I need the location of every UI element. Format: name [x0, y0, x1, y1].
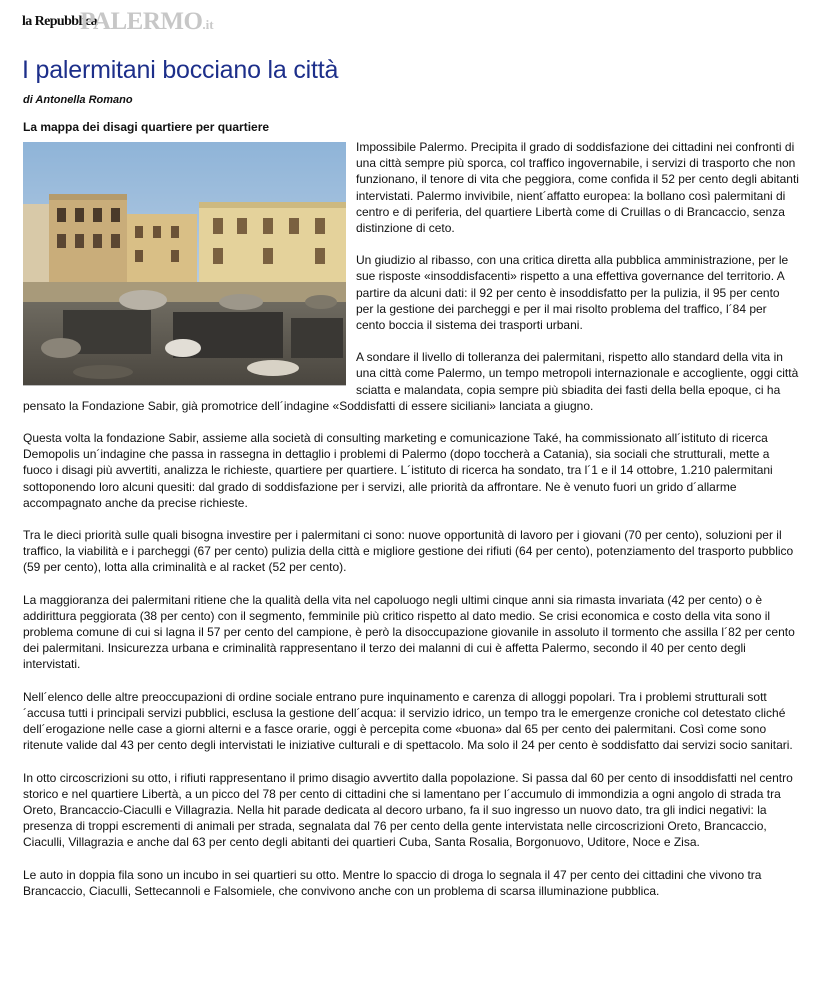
- article-paragraph: Nell´elenco delle altre preoccupazioni di ordine sociale entrano pure inquinamento e carenza di alloggi popolari. Tra i problemi strutturali sott´accusa tutti i principali servizi pubblici, esclusa la gestione dell´acqua: il servizio idrico, un tempo tra le emergenze croniche col detestato cliché dell´erogazione nelle case a giorni alterni e a fasce orarie, oggi è percepita come «buona» dal 65 per cento dei palermitani. Così come sono ritenute valide dal 43 per cento degli intervistati le iniziative culturali e di spettacolo. Ma solo il 24 per cento è soddisfatto dai servizi socio sanitari.: [23, 689, 793, 753]
- article-byline: di Antonella Romano: [23, 94, 133, 106]
- article-paragraph: A sondare il livello di tolleranza dei palermitani, rispetto allo standard della vita in una città come Palermo, un tempo metropoli internazionale e accogliente, oggi città sciatta e malandata, copia sempre più sbiadita dei fasti della bella epoque, ci ha pensato la Fondazione Sabir, già promotrice dell´indagine «Soddisfatti di essere siciliani» lanciata a giugno.: [23, 350, 799, 413]
- article-paragraph: Le auto in doppia fila sono un incubo in sei quartieri su otto. Mentre lo spaccio di droga lo segnala il 47 per cento dei cittadini che vivono tra Brancaccio, Ciaculli, Settecannoli e Falsomiele, che convivono anche con un problema di scarsa illuminazione pubblica.: [23, 867, 762, 898]
- city-edition-tld: .it: [202, 17, 214, 32]
- article-subtitle: La mappa dei disagi quartiere per quartiere: [23, 120, 270, 134]
- article-paragraph: Un giudizio al ribasso, con una critica diretta alla pubblica amministrazione, per le sue risposte «insoddisfacenti» rispetto a una effettiva governance del territorio. A partire da alcuni dati: il 92 per cento è insoddisfatto per la pulizia, il 95 per cento per la gestione dei parcheggi e per il mai risolto problema del traffico, l´84 per cento boccia il sistema dei trasporti urbani.: [356, 253, 789, 333]
- city-edition-logo: [80, 8, 214, 36]
- article-headline: I palermitani bocciano la città: [22, 56, 339, 84]
- article-paragraph: [23, 139, 799, 236]
- article-paragraph: In otto circoscrizioni su otto, i rifiuti rappresentano il primo disagio avvertito dalla popolazione. Si passa dal 60 per cento di insoddisfatti nel centro storico e nel quartiere Libertà, a un picco del 78 per cento di cittadini che si lamentano per l´accumulo di immondizia a ogni angolo di strada tra Oreto, Brancaccio-Ciaculli e Villagrazia. Nella hit parade dedicata al decoro urbano, fa il suo ingresso un nuovo dato, tra gli indici negativi: la presenza di troppi escrementi di animali per strada, segnalata dal 76 per cento della gente intervistata nelle circoscrizioni Oreto, Brancaccio, Ciaculli, Villagrazia e anche dal 63 per cento degli abitanti dei quartieri Cuba, Santa Rosalia, Borgonuovo, Uditore, Noce e Zisa.: [23, 770, 793, 850]
- article-paragraph: La maggioranza dei palermitani ritiene che la qualità della vita nel capoluogo negli ultimi cinque anni sia rimasta invariata (42 per cento) o è addirittura peggiorata (38 per cento) con il segmento, femminile più critico rispetto al dato medio. Se crisi economica e costo della vita sono il problema comune di cui si lagna il 57 per cento del campione, è però la disoccupazione giovanile in assoluto il tormento che assilla l´82 per cento dei palermitani. Insicurezza urbana e criminalità rappresentano il terzo dei malanni di cui è affetta Palermo, secondo il 40 per cento degli intervistati.: [23, 592, 795, 672]
- article-paragraph: Tra le dieci priorità sulle quali bisogna investire per i palermitani ci sono: nuove opportunità di lavoro per i giovani (70 per cento), soluzioni per il traffico, la viabilità e i parcheggi (67 per cento) pulizia della città e migliore gestione dei rifiuti (64 per cento), potenziamento del trasporto pubblico (59 per cento), lotta alla criminalità e al racket (52 per cento).: [23, 528, 794, 575]
- photo-wrap-space: [23, 139, 356, 383]
- article-body: [23, 139, 799, 915]
- publication-logo: la Repubblica: [22, 14, 98, 29]
- article-paragraph: Questa volta la fondazione Sabir, assieme alla società di consulting marketing e comunicazione Také, ha commissionato all´istituto di ricerca Demopolis un´indagine che passa in rassegna in dettaglio i problemi di Palermo (dopo toccherà a Catania), sia sociali che strutturali, mette a fuoco i disagi più avvertiti, analizza le richieste, quartiere per quartiere. L´istituto di ricerca ha sondato, tra l´1 e il 14 ottobre, 1.210 palermitani sottoponendo loro alcuni quesiti: dal grado di soddisfazione per i servizi, alle priorità da affrontare. Ne è venuto fuori un grido d´allarme accompagnato anche da precise richieste.: [23, 431, 773, 510]
- article-paragraph-text: Impossibile Palermo. Precipita il grado di soddisfazione dei cittadini nei confronti di una città sempre più sporca, col traffico ingovernabile, i servizi di trasporto che non funzionano, il tenore di vita che peggiora, come confida il 52 per cento degli abitanti intervistati. Palermo invivibile, nient´affatto europea: la bollano così palermitani di centro e di periferia, del quartiere Libertà come di Cruillas o di Brancaccio, senza distinzione di ceto.: [356, 140, 799, 236]
- city-edition-name: PALERMO: [80, 8, 203, 35]
